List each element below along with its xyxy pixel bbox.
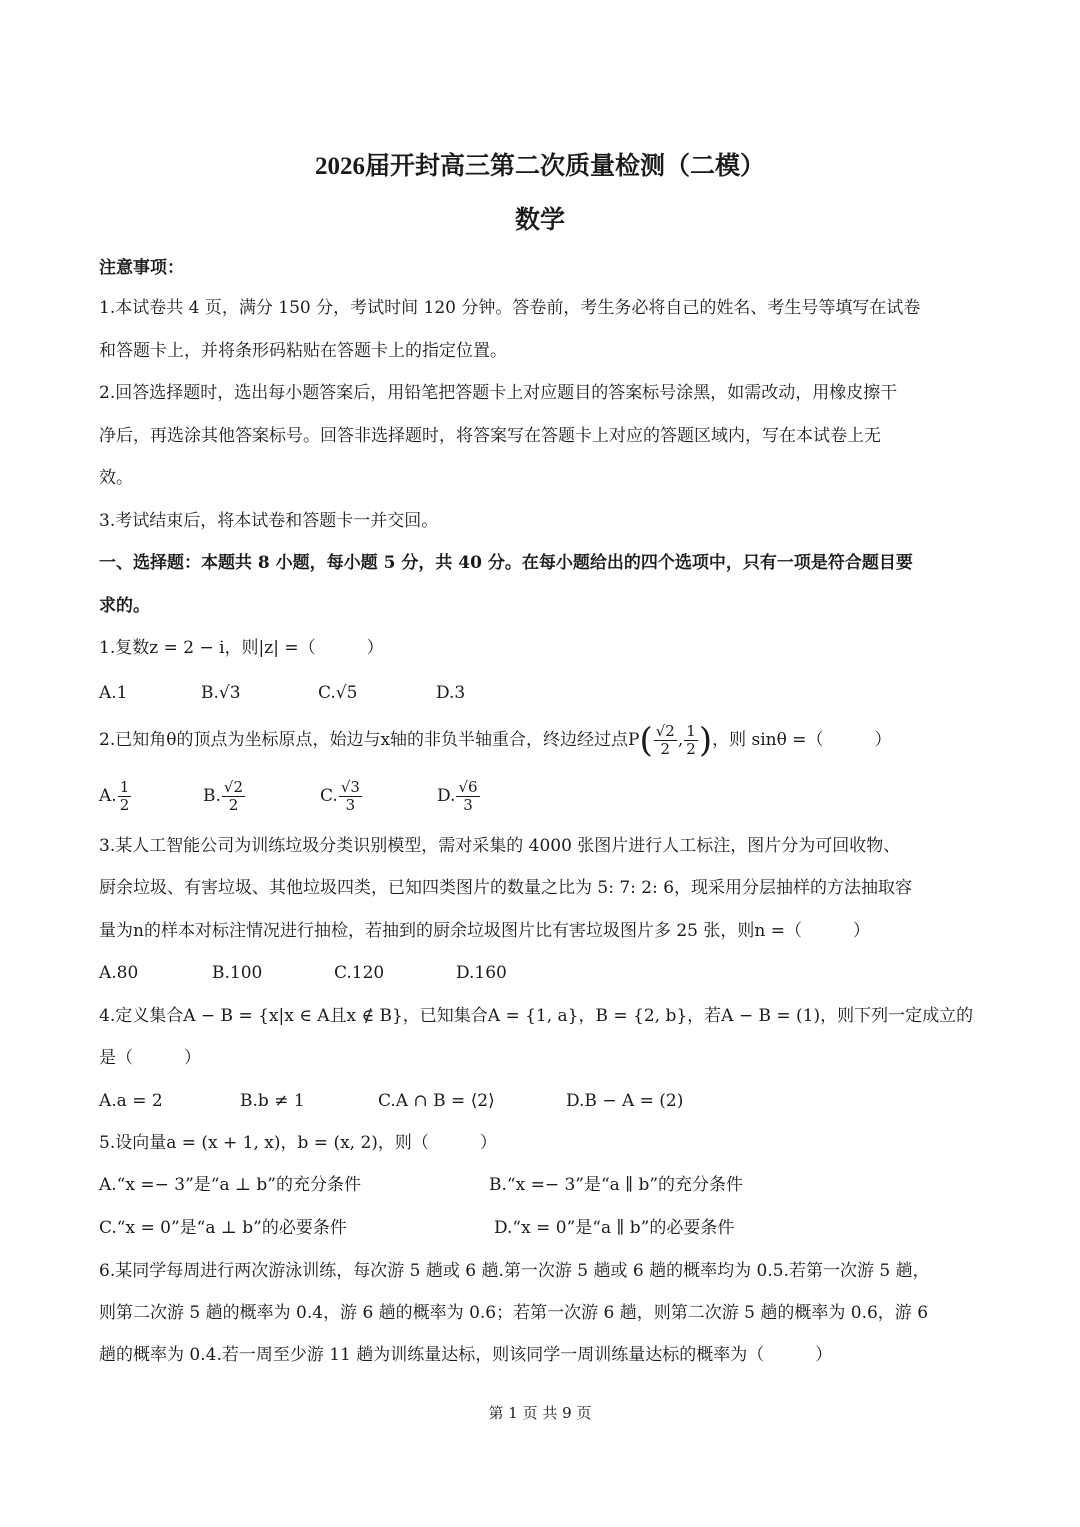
notice-item-3: 3.考试结束后，将本试卷和答题卡一并交回。 [99,511,439,531]
q2-stem: 2.已知角θ的顶点为坐标原点，始边与x轴的非负半轴重合，终边经过点P( $\frac{√2}{2}$ , $\frac{1}{2}$ )，则 sinθ =（ ） [99,720,892,761]
q2-point-x-num: √2 [655,722,675,740]
q2-point-y-den: 2 [686,740,696,758]
q1-option-d: D.3 [436,683,466,703]
q5-option-b: B.“x =− 3”是“a ∥ b”的充分条件 [489,1175,744,1195]
exam-title: 2026届开封高三第二次质量检测（二模） [314,153,765,180]
q3-option-d: D.160 [456,963,507,983]
q2-option-c-frac [339,779,362,814]
q1-option-b: B.√3 [201,683,241,703]
q2-point-y-num: 1 [686,722,696,740]
q3-line-a: 3.某人工智能公司为训练垃圾分类识别模型，需对采集的 4000 张图片进行人工标注，图片分为可回收物、 [99,836,901,856]
q2-option-a [99,776,132,816]
q2-stem-pre: 2.已知角θ的顶点为坐标原点，始边与x轴的非负半轴重合，终边经过点P [99,730,640,750]
q4-option-d: D.B − A = (2) [566,1091,684,1111]
q4-option-c: C.A ∩ B = ⟨2⟩ [378,1091,495,1111]
page-footer: 第 1 页 共 9 页 [488,1404,592,1422]
q4-option-a: A.a = 2 [99,1091,163,1111]
q3-line-c: 量为n的样本对标注情况进行抽检，若抽到的厨余垃圾图片比有害垃圾图片多 25 张，则n =（ ） [99,921,870,941]
q5-stem: 5.设向量a = (x + 1, x)，b = (x, 2)，则（ ） [99,1133,497,1153]
q2-option-a-frac [118,779,132,814]
q6-line-c: 趟的概率为 0.4.若一周至少游 11 趟为训练量达标，则该同学一周训练量达标的概率为（ ） [99,1345,833,1365]
q5-option-d: D.“x = 0”是“a ∥ b”的必要条件 [494,1218,735,1238]
q1-option-a: A.1 [99,683,128,703]
q1-option-c: C.√5 [318,683,358,703]
notice-item-2c: 效。 [99,468,133,488]
q3-option-a: A.80 [99,963,139,983]
q6-line-a: 6.某同学每周进行两次游泳训练，每次游 5 趟或 6 趟.第一次游 5 趟或 6 趟的概率均为 0.5.若第一次游 5 趟， [99,1261,930,1281]
q6-line-b: 则第二次游 5 趟的概率为 0.4，游 6 趟的概率为 0.6；若第一次游 6 趟，则第二次游 5 趟的概率为 0.6，游 6 [99,1303,929,1323]
section-1-desc-b: 求的。 [99,596,150,616]
notice-item-2b: 净后，再选涂其他答案标号。回答非选择题时，将答案写在答题卡上对应的答题区域内，写在本试卷上无 [99,426,881,446]
q2-option-a-den: 2 [119,796,130,814]
q2-point-y [684,723,698,758]
q2-option-b-num: √2 [223,778,244,796]
q2-point-x-den: 2 [660,740,671,758]
q2-option-d [437,776,481,816]
q2-option-d-num: √6 [458,778,478,796]
q2-option-d-den: 3 [463,796,473,814]
q4-line-b: 是（ ） [99,1048,201,1068]
q2-option-a-label: A. [99,786,117,806]
subject-title: 数学 [514,207,565,234]
q3-option-c: C.120 [334,963,385,983]
q2-paren-open: ( [639,720,653,761]
q2-option-a-num: 1 [119,778,130,796]
q1-stem: 1.复数z = 2 − i，则|z| =（ ） [99,638,384,658]
q2-option-b [203,776,246,816]
q2-option-c-den: 3 [345,796,356,814]
notice-heading: 注意事项： [99,258,184,278]
q2-option-c-num: √3 [340,778,360,796]
q3-option-b: B.100 [212,963,263,983]
notice-item-2a: 2.回答选择题时，选出每小题答案后，用铅笔把答题卡上对应题目的答案标号涂黑，如需改动，用橡皮擦干 [99,383,898,403]
q2-option-c [320,776,363,816]
q2-stem-post: ，则 sinθ =（ ） [712,730,892,750]
q4-line-a: 4.定义集合A − B = {x|x ∈ A且x ∉ B}，已知集合A = {1, a}，B = {2, b}，若A − B = (1)，则下列一定成立的 [99,1006,974,1026]
q5-option-c: C.“x = 0”是“a ⊥ b”的必要条件 [99,1218,347,1238]
q4-option-b: B.b ≠ 1 [240,1091,305,1111]
section-1-heading-line [99,552,913,574]
notice-item-1b: 和答题卡上，并将条形码粘贴在答题卡上的指定位置。 [99,341,507,361]
q2-option-d-label: D. [437,786,456,806]
q2-option-b-frac [222,779,245,814]
q2-option-d-frac [456,779,479,814]
section-1-desc-a: 本题共 8 小题，每小题 5 分，共 40 分。在每小题给出的四个选项中，只有一项是符合题目要 [201,553,913,573]
q5-option-a: A.“x =− 3”是“a ⊥ b”的充分条件 [99,1175,361,1195]
q2-option-b-den: 2 [228,796,239,814]
q2-option-c-label: C. [320,786,338,806]
q2-point-x [654,723,677,758]
q2-option-b-label: B. [203,786,221,806]
q3-line-b: 厨余垃圾、有害垃圾、其他垃圾四类，已知四类图片的数量之比为 5: 7: 2: 6，现采用分层抽样的方法抽取容 [99,878,913,898]
section-1-heading: 一、选择题： [99,553,201,573]
q2-paren-close: ) [698,720,713,761]
notice-item-1a: 1.本试卷共 4 页，满分 150 分，考试时间 120 分钟。答卷前，考生务必将自己的姓名、考生号等填写在试卷 [99,298,921,318]
